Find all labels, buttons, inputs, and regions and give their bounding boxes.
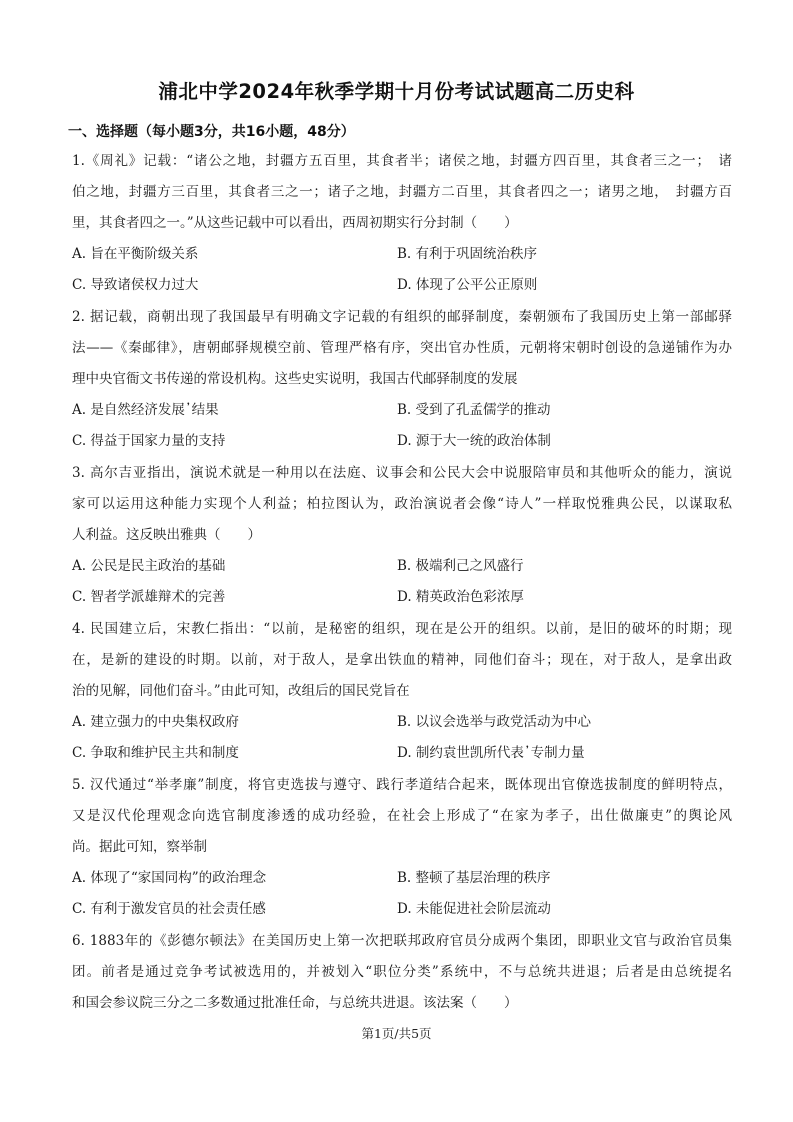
question-3-option-b: B. 极端利己之风盛行	[397, 558, 524, 574]
question-1-line-2: 伯之地，封疆方三百里，其食者三之一；诸子之地，封疆方二百里，其食者四之一；诸男之地， 封疆方百	[72, 184, 732, 200]
question-5-option-b: B. 整顿了基层治理的秩序	[397, 870, 551, 886]
question-2-line-3: 理中央官衙文书传递的常设机构。这些史实说明，我国古代邮驿制度的发展	[72, 371, 518, 387]
question-5-option-d: D. 未能促进社会阶层流动	[397, 901, 551, 917]
question-1-option-a: A. 旨在平衡阶级关系	[72, 246, 199, 262]
question-2-line-1: 2. 据记载，商朝出现了我国最早有明确文字记载的有组织的邮驿制度，秦朝颁布了我国历史上第一部邮驿	[72, 309, 732, 325]
question-3-option-d: D. 精英政治色彩浓厚	[397, 589, 524, 605]
question-5-line-2: 又是汉代伦理观念向选官制度渗透的成功经验，在社会上形成了“在家为孝子，出仕做廉吏”的舆论风	[72, 808, 732, 824]
question-5-line-3: 尚。据此可知，察举制	[72, 839, 207, 855]
question-4-option-a: A. 建立强力的中央集权政府	[72, 714, 239, 730]
question-2-option-a: A. 是自然经济发展᾿结果	[72, 402, 219, 418]
question-3-option-c: C. 智者学派雄辩术的完善	[72, 589, 226, 605]
question-5-line-1: 5. 汉代通过“举孝廉”制度，将官吏选拔与遵守、践行孝道结合起来，既体现出官僚选拔制度的鲜明特点，	[72, 777, 732, 793]
question-6-line-2: 团。前者是通过竞争考试被选用的，并被划入“职位分类”系统中，不与总统共进退；后者是由总统提名	[72, 964, 732, 980]
question-5-option-a: A. 体现了“家国同构”的政治理念	[72, 870, 267, 886]
question-4-option-d: D. 制约袁世凯所代表᾿专制力量	[397, 745, 585, 761]
question-3-line-3: 人利益。这反映出雅典（ ）	[72, 527, 261, 543]
question-1-line-3: 里，其食者四之一。”从这些记载中可以看出，西周初期实行分封制（ ）	[72, 215, 518, 231]
page-footer: 第1页/共5页	[361, 1026, 432, 1041]
question-4-line-3: 治的见解，同他们奋斗。”由此可知，改组后的国民党旨在	[72, 683, 410, 699]
question-4-line-1: 4. 民国建立后，宋教仁指出：“以前，是秘密的组织，现在是公开的组织。以前，是旧的破坏的时期；现	[72, 621, 732, 637]
question-3-option-a: A. 公民是民主政治的基础	[72, 558, 226, 574]
section-heading: 一、选择题（每小题3分，共16小题，48分）	[68, 124, 355, 140]
question-4-option-b: B. 以议会选举与政党活动为中心	[397, 714, 592, 730]
question-2-line-2: 法——《秦邮律》，唐朝邮驿规模空前、管理严格有序，突出官办性质，元朝将宋朝时创设的急递铺作为办	[72, 340, 732, 356]
question-2-option-d: D. 源于大一统的政治体制	[397, 433, 551, 449]
question-1-option-d: D. 体现了公平公正原则	[397, 277, 538, 293]
question-4-option-c: C. 争取和维护民主共和制度	[72, 745, 239, 761]
question-6-line-3: 和国会参议院三分之二多数通过批准任命，与总统共进退。该法案（ ）	[72, 995, 518, 1011]
question-1-line-1: 1.《周礼》记载：“诸公之地，封疆方五百里，其食者半；诸侯之地，封疆方四百里，其食者三之一； 诸	[72, 153, 732, 169]
question-4-line-2: 在，是新的建设的时期。以前，对于敌人，是拿出铁血的精神，同他们奋斗；现在，对于敌人，是拿出政	[72, 652, 732, 668]
question-3-line-1: 3. 高尔吉亚指出，演说术就是一种用以在法庭、议事会和公民大会中说服陪审员和其他听众的能力，演说	[72, 465, 732, 481]
question-3-line-2: 家可以运用这种能力实现个人利益；柏拉图认为，政治演说者会像“诗人”一样取悦雅典公民，以谋取私	[72, 496, 732, 512]
question-6-line-1: 6. 1883年的《彭德尔顿法》在美国历史上第一次把联邦政府官员分成两个集团，即职业文官与政治官员集	[72, 933, 732, 949]
question-1-option-c: C. 导致诸侯权力过大	[72, 277, 199, 293]
question-2-option-b: B. 受到了孔孟儒学的推动	[397, 402, 551, 418]
exam-title: 浦北中学2024年秋季学期十月份考试试题高二历史科	[158, 80, 635, 103]
question-1-option-b: B. 有利于巩固统治秩序	[397, 246, 538, 262]
question-5-option-c: C. 有利于激发官员的社会责任感	[72, 901, 266, 917]
question-2-option-c: C. 得益于国家力量的支持	[72, 433, 226, 449]
